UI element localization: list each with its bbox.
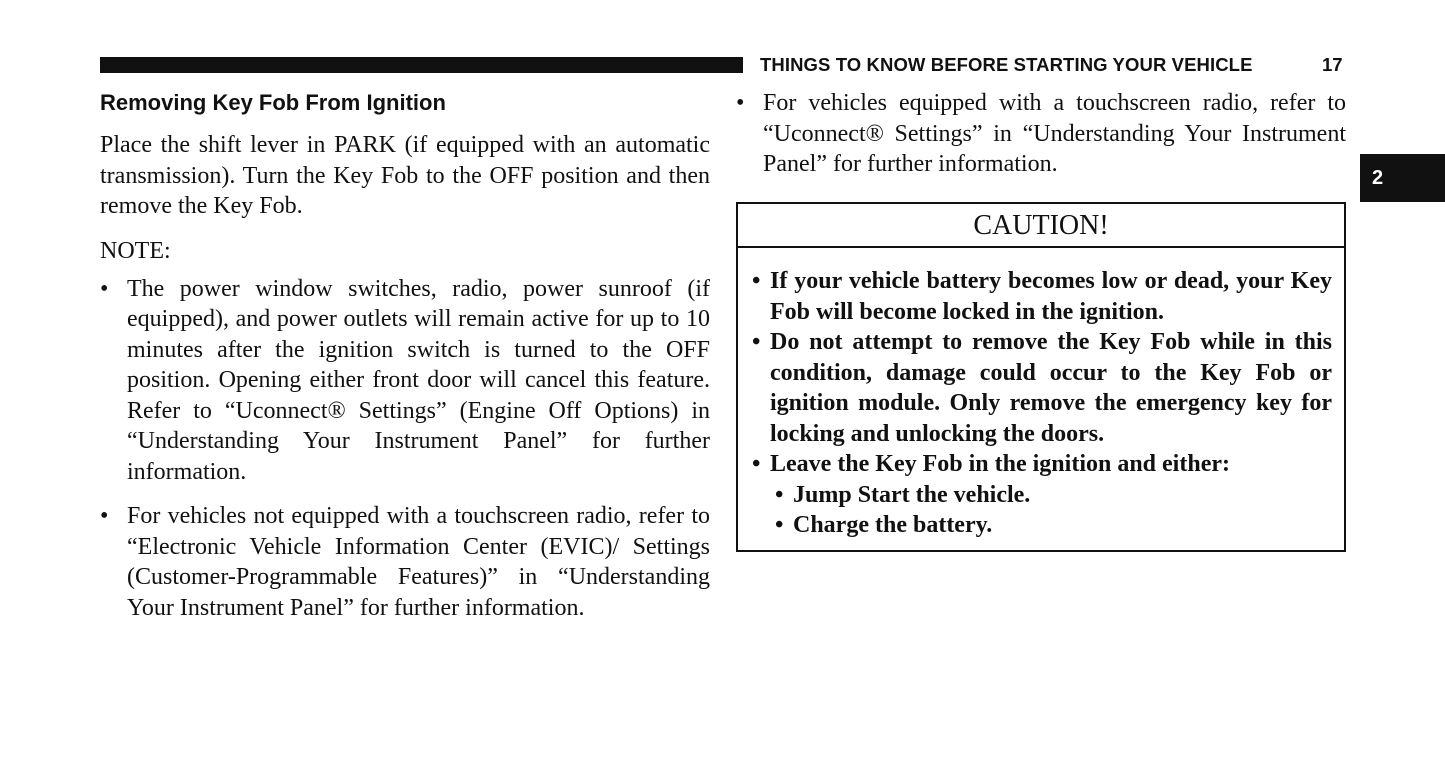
section-heading: Removing Key Fob From Ignition: [100, 90, 446, 115]
caution-sub-list: [752, 480, 1332, 541]
caution-item-text: If your vehicle battery becomes low or dead, your Key Fob will become locked in the ignition.: [770, 268, 1332, 325]
bullet-icon: •: [752, 268, 761, 294]
left-column: [100, 88, 710, 637]
caution-item-text: Do not attempt to remove the Key Fob while in this condition, damage could occur to the Key Fob or ignition module. Only remove the emergency key for locking and unlocking the doors.: [770, 329, 1332, 447]
bullet-icon: •: [100, 275, 109, 302]
note-label: NOTE:: [100, 237, 171, 264]
list-item: [100, 274, 710, 488]
bullet-icon: •: [775, 512, 784, 538]
list-item-text: For vehicles not equipped with a touchscreen radio, refer to “Electronic Vehicle Information Center (EVIC)/ Settings (Customer-Programmable Features)” in “Understanding Your Instrument Panel” for further information.: [127, 503, 710, 621]
caution-title: CAUTION!: [738, 204, 1344, 248]
caution-list: [752, 266, 1332, 480]
right-column: [736, 88, 1346, 194]
bullet-icon: •: [775, 481, 784, 508]
caution-item: [752, 327, 1332, 449]
running-header-title: THINGS TO KNOW BEFORE STARTING YOUR VEHICLE: [760, 54, 1253, 75]
caution-item: [752, 266, 1332, 327]
caution-item: [752, 449, 1332, 480]
caution-body: [738, 248, 1344, 541]
list-item: [100, 501, 710, 623]
caution-sub-item-text: Charge the battery.: [793, 512, 993, 538]
list-item: [736, 88, 1346, 180]
header-rule: [100, 57, 743, 73]
caution-sub-item: [752, 510, 1332, 541]
chapter-tab: [1360, 154, 1445, 202]
caution-item-text: Leave the Key Fob in the ignition and either:: [770, 451, 1230, 477]
chapter-tab-number: 2: [1372, 167, 1384, 189]
caution-sub-item: [752, 480, 1332, 511]
intro-paragraph: Place the shift lever in PARK (if equipped with an automatic transmission). Turn the Key Fob to the OFF position and then remove the Key Fob.: [100, 132, 710, 219]
caution-sub-item-text: Jump Start the vehicle.: [793, 481, 1031, 508]
caution-box: [736, 202, 1346, 552]
bullet-icon: •: [752, 451, 761, 477]
bullet-icon: •: [736, 90, 745, 116]
page-number: 17: [1322, 54, 1343, 75]
bullet-icon: •: [752, 329, 761, 355]
list-item-text: For vehicles equipped with a touchscreen radio, refer to “Uconnect® Settings” in “Understanding Your Instrument Panel” for further information.: [763, 90, 1346, 177]
note-bullet-list: [100, 274, 710, 624]
right-bullet-list: [736, 88, 1346, 180]
bullet-icon: •: [100, 503, 109, 529]
list-item-text: The power window switches, radio, power sunroof (if equipped), and power outlets will remain active for up to 10 minutes after the ignition switch is turned to the OFF position. Opening either front door will cancel this feature. Refer to “Uconnect® Settings” (Engine Off Options) in “Understanding Your Instrument Panel” for further information.: [127, 275, 710, 485]
